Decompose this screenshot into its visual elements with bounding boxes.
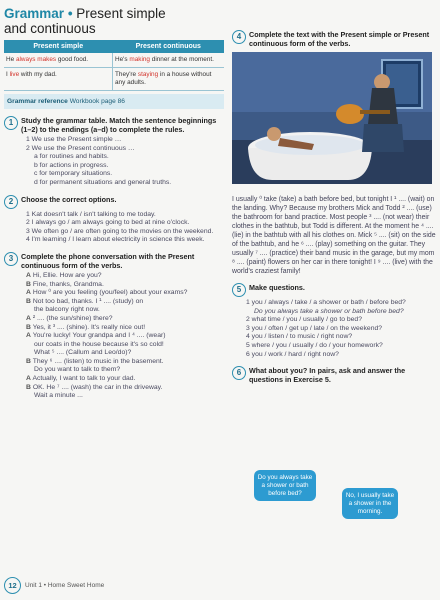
page-number: 12 [4,577,21,594]
exercise-instruction: Complete the phone conversation with the Present continuous form of the verbs. [21,251,195,270]
unit-title: Unit 1 • Home Sweet Home [25,582,105,589]
exercise-2 [4,195,226,209]
table-cell: He's making dinner at the moment. [113,53,225,68]
exercise-number: 2 [4,195,18,209]
dialogue-line [26,366,226,375]
dialogue-line [26,281,226,290]
exercise-number: 4 [232,30,246,44]
list-item: b for actions in progress. [34,161,109,169]
speaker-label: B [26,323,31,331]
dialogue-text: OK. He ⁷ .... (wash) the car in the driveway. [32,383,163,391]
dialogue-line [26,392,226,401]
list-item: c for temporary situations. [34,170,113,178]
list-item: 2 I always go / am always going to bed at nine o'clock. [26,219,190,227]
dialogue-line [26,341,226,350]
dialogue-text: What ⁵ .... (Callum and Leo/do)? [34,349,132,357]
story-text: I usually ⁰ take (take) a bath before bed, but tonight I ¹ .... (wait) on the landing. Why? Because my brothers Mick and Todd ² .... (use) the bathroom for band practice. Most people ³ .... (not wear) their clothes in the bathtub, but Todd is different. At the moment he ⁴ .... (lie) in the bathtub with all his clothes on. Mick ⁵ .... (sit) on the side of the bathtub, and he ⁶ .... (play) something on the guitar. They usually ⁷ .... (practice) their band music in the garage, but my mom ⁸ .... (paint) flowers on her car in there tonight! I ⁹ .... (live) with the world's craziest family! [232,196,436,275]
exercise-number: 5 [232,283,246,297]
exercise-6 [232,366,436,384]
question-item: 5 where / you / usually / do / your homework? [246,341,383,349]
dialogue-text: Actually, I want to talk to your dad. [32,375,136,383]
question-item: 1 you / always / take / a shower or bath / before bed? [246,299,406,306]
exercise-5 [232,283,436,297]
table-row [4,68,224,91]
dialogue-line [26,315,226,324]
exercise-instruction: Choose the correct options. [21,194,117,204]
grammar-table-header [4,40,224,53]
dialogue-text: Yes, it ³ .... (shine). It's really nice out! [32,323,146,331]
list-item: 4 I'm learning / I learn about electricity in science this week. [26,236,205,244]
speaker-label: A [26,375,31,383]
dialogue-text: Wait a minute ... [34,392,83,400]
list-item: 1 We use the Present simple … [26,136,122,143]
dialogue-line [26,358,226,367]
dialogue-line [26,324,226,333]
question-item: Do you always take a shower or bath before bed? [254,307,404,315]
exercise-instruction: What about you? In pairs, ask and answer the questions in Exercise 5. [249,366,406,385]
exercise-instruction: Complete the text with the Present simple or Present continuous form of the verbs. [249,30,430,48]
dialogue-line [26,306,226,315]
questions-list [246,299,436,359]
speaker-label: A [26,314,31,322]
dialogue-line [26,332,226,341]
speaker-label: B [26,383,31,391]
exercise-1-list [26,136,226,188]
speaker-label: B [26,357,31,365]
header-present-simple: Present simple [4,40,113,53]
speech-bubble-question: Do you always take a shower or bath before bed? [254,470,316,501]
bathroom-photo [232,52,432,184]
grammar-title: Grammar • Present simple and continuous [4,6,226,36]
dialogue-text: the balcony right now. [34,306,100,314]
dialogue-text: They ⁶ .... (listen) to music in the basement. [32,357,164,365]
question-item: 6 you / work / hard / right now? [246,350,339,358]
page-footer [4,577,104,594]
exercise-1 [4,116,226,134]
dialogue-line [26,384,226,393]
question-item: 3 you / often / get up / late / on the weekend? [246,324,383,332]
dialogue-line [26,375,226,384]
header-present-continuous: Present continuous [113,40,225,53]
grammar-table [4,40,224,91]
left-column [4,6,226,401]
exercise-3 [4,252,226,270]
dialogue-text: ² .... (the sun/shine) there? [32,314,113,322]
list-item: 2 We use the Present continuous … [26,144,135,152]
exercise-instruction: Make questions. [249,283,305,292]
right-column [232,6,436,384]
exercise-2-list [26,211,222,245]
list-item: 3 We often go / are often going to the movies on the weekend. [26,227,214,235]
question-item: 4 you / listen / to music / right now? [246,333,353,341]
speaker-label: A [26,332,31,340]
table-row [4,53,224,68]
speaker-label: B [26,297,31,305]
table-cell: I live with my dad. [4,68,113,91]
list-item: d for permanent situations and general truths. [34,178,172,186]
dialogue-line [26,272,226,281]
list-item: 1 Kat doesn't talk / isn't talking to me today. [26,210,156,218]
exercise-instruction: Study the grammar table. Match the sentence beginnings (1–2) to the endings (a–d) to complete the rules. [21,116,217,134]
speech-bubble-answer: No, I usually take a shower in the morning. [342,488,398,519]
question-item: 2 what time / you / usually / go to bed? [246,316,362,324]
table-cell: They're staying in a house without any adults. [113,68,225,91]
exercise-number: 6 [232,366,246,380]
exercise-4 [232,30,436,48]
grammar-title-bold: Grammar [4,6,65,21]
dialogue-line [26,349,226,358]
speaker-label: B [26,280,31,288]
dialogue-text: Not too bad, thanks. I ¹ .... (study) on [32,297,144,305]
speaker-label: A [26,289,31,297]
grammar-reference: Grammar reference Workbook page 86 [4,94,224,109]
grammar-title-rest: Present simple [76,6,166,21]
dialogue-line [26,298,226,307]
table-cell: He always makes good food. [4,53,113,68]
list-item: a for routines and habits. [34,153,109,161]
dialogue-text: our coats in the house because it's so cold! [34,340,164,348]
dialogue-line [26,289,226,298]
dialogue-text: How ⁰ are you feeling (you/feel) about your exams? [32,289,188,297]
dialogue-text: Do you want to talk to them? [34,366,121,374]
dialogue-text: Fine, thanks, Grandma. [32,280,104,288]
exercise-number: 1 [4,116,18,130]
exercise-number: 3 [4,252,18,266]
dialogue-text: Hi, Ellie. How are you? [32,271,102,279]
dialogue-text: You're lucky! Your grandpa and I ⁴ .... (wear) [32,332,166,340]
grammar-subtitle: and continuous [4,21,96,36]
speaker-label: A [26,271,31,279]
phone-conversation [26,272,226,401]
